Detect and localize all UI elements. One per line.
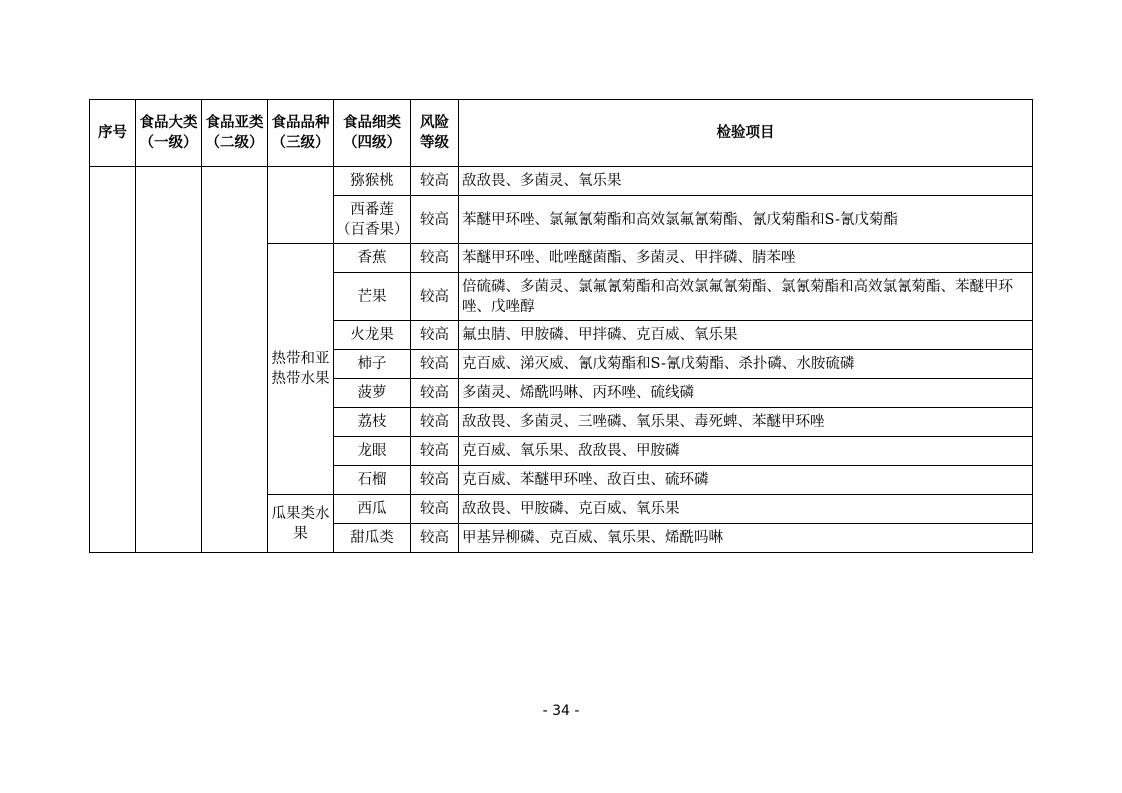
food-name: 柿子 bbox=[334, 350, 411, 379]
risk-level: 较高 bbox=[411, 466, 459, 495]
table-row bbox=[90, 167, 1033, 196]
inspection-items: 克百威、涕灭威、氰戊菊酯和S-氰戊菊酯、杀扑磷、水胺硫磷 bbox=[459, 350, 1033, 379]
inspection-table bbox=[89, 99, 1033, 553]
food-name: 荔枝 bbox=[334, 408, 411, 437]
food-name: 西瓜 bbox=[334, 495, 411, 524]
header-category-level3: 食品品种（三级） bbox=[268, 100, 334, 167]
food-name: 菠萝 bbox=[334, 379, 411, 408]
risk-level: 较高 bbox=[411, 273, 459, 321]
food-name: 香蕉 bbox=[334, 244, 411, 273]
risk-level: 较高 bbox=[411, 244, 459, 273]
header-category-level1: 食品大类（一级） bbox=[136, 100, 202, 167]
inspection-items: 敌敌畏、多菌灵、氧乐果 bbox=[459, 167, 1033, 196]
risk-level: 较高 bbox=[411, 495, 459, 524]
risk-level: 较高 bbox=[411, 379, 459, 408]
risk-level: 较高 bbox=[411, 350, 459, 379]
header-no: 序号 bbox=[90, 100, 136, 167]
inspection-items: 敌敌畏、甲胺磷、克百威、氧乐果 bbox=[459, 495, 1033, 524]
risk-level: 较高 bbox=[411, 437, 459, 466]
header-category-level2: 食品亚类（二级） bbox=[202, 100, 268, 167]
no-cell bbox=[90, 167, 136, 553]
risk-level: 较高 bbox=[411, 321, 459, 350]
group-melon-fruit: 瓜果类水果 bbox=[268, 495, 334, 553]
inspection-items: 氟虫腈、甲胺磷、甲拌磷、克百威、氧乐果 bbox=[459, 321, 1033, 350]
food-name: 猕猴桃 bbox=[334, 167, 411, 196]
category-level2-cell bbox=[202, 167, 268, 553]
risk-level: 较高 bbox=[411, 408, 459, 437]
group-tropical-fruit: 热带和亚热带水果 bbox=[268, 244, 334, 495]
inspection-items: 克百威、苯醚甲环唑、敌百虫、硫环磷 bbox=[459, 466, 1033, 495]
food-name: 芒果 bbox=[334, 273, 411, 321]
inspection-items: 敌敌畏、多菌灵、三唑磷、氧乐果、毒死蜱、苯醚甲环唑 bbox=[459, 408, 1033, 437]
header-row bbox=[90, 100, 1033, 167]
risk-level: 较高 bbox=[411, 167, 459, 196]
inspection-items: 苯醚甲环唑、氯氟氰菊酯和高效氯氟氰菊酯、氰戊菊酯和S-氰戊菊酯 bbox=[459, 196, 1033, 244]
inspection-items: 多菌灵、烯酰吗啉、丙环唑、硫线磷 bbox=[459, 379, 1033, 408]
food-name: 西番莲（百香果） bbox=[334, 196, 411, 244]
header-inspection-items: 检验项目 bbox=[459, 100, 1033, 167]
category-level1-cell bbox=[136, 167, 202, 553]
header-risk-level: 风险等级 bbox=[411, 100, 459, 167]
food-name: 火龙果 bbox=[334, 321, 411, 350]
food-name: 甜瓜类 bbox=[334, 524, 411, 553]
category-level3-cell bbox=[268, 167, 334, 244]
page-number: - 34 - bbox=[542, 703, 580, 719]
inspection-items: 苯醚甲环唑、吡唑醚菌酯、多菌灵、甲拌磷、腈苯唑 bbox=[459, 244, 1033, 273]
food-name: 石榴 bbox=[334, 466, 411, 495]
inspection-items: 倍硫磷、多菌灵、氯氟氰菊酯和高效氯氟氰菊酯、氯氰菊酯和高效氯氰菊酯、苯醚甲环唑、戊唑醇 bbox=[459, 273, 1033, 321]
food-name: 龙眼 bbox=[334, 437, 411, 466]
risk-level: 较高 bbox=[411, 196, 459, 244]
inspection-items: 甲基异柳磷、克百威、氧乐果、烯酰吗啉 bbox=[459, 524, 1033, 553]
risk-level: 较高 bbox=[411, 524, 459, 553]
header-category-level4: 食品细类（四级） bbox=[334, 100, 411, 167]
inspection-items: 克百威、氧乐果、敌敌畏、甲胺磷 bbox=[459, 437, 1033, 466]
